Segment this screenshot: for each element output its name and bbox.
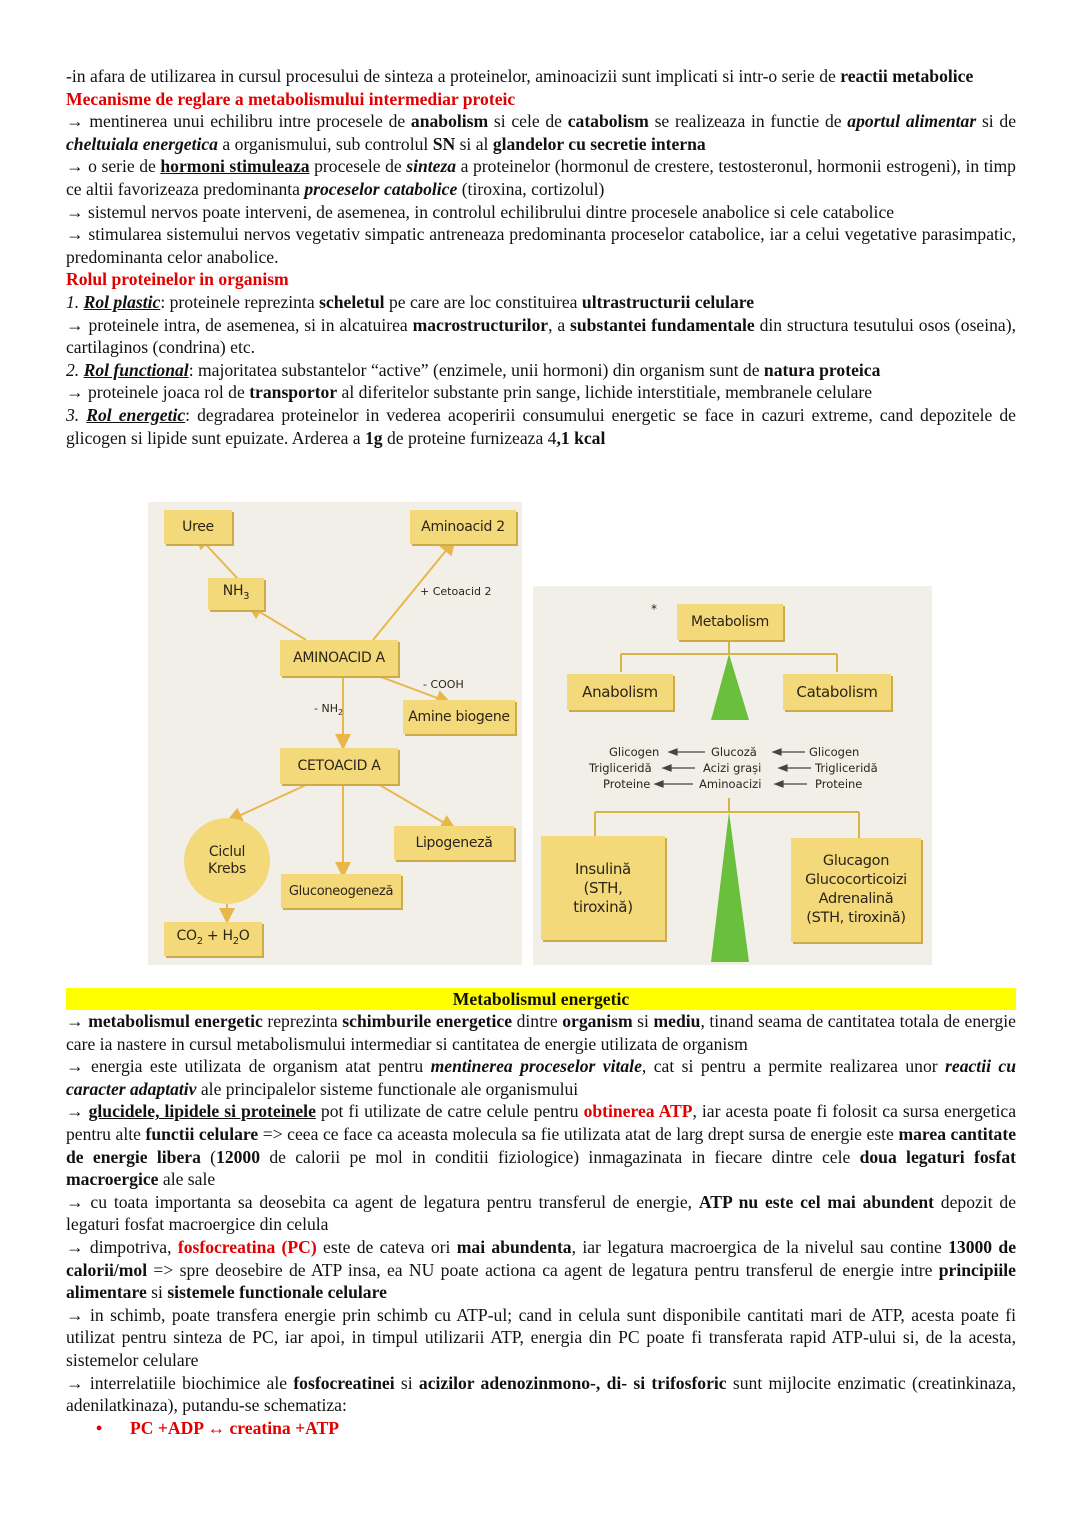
paragraph-simpatic: → stimularea sistemului nervos vegetativ simpatic antreneaza predominanta proceselor catabolice, iar a celui vegetative parasimpatic, predominanta celor anabolice. <box>66 224 1016 267</box>
node-nh3: $NH_3$ <box>208 578 264 610</box>
aminoacid-diagram <box>148 502 522 965</box>
role-plastic-detail: → proteinele intra, de asemenea, si in alcatuirea macrostructurilor, a substantei fundamentale din structura tesutului osos (oseina), cartilaginos (condrina) etc. <box>66 314 1016 358</box>
asterisk-mark: * <box>651 602 657 616</box>
paragraph-hormoni: → o serie de hormoni stimuleaza procesele de sinteza a proteinelor (hormonul de crestere, testosteronul, hormonii estrogeni), in timp ce altii favorizeaza predominanta proceselor catabolice (tiroxina, cortizolul) <box>66 156 1016 199</box>
heading-metabolismul-energetic: Metabolismul energetic <box>66 988 1016 1010</box>
node-aminoacid-a: AMINOACID A <box>280 640 398 676</box>
node-ciclul-krebs: Ciclul Krebs <box>184 818 270 904</box>
paragraph-transfer-pc: → in schimb, poate transfera energie prin schimb cu ATP-ul; cand in celula sunt disponibile cantitati mari de ATP, acesta poate fi utilizat pentru sinteza de PC, iar apoi, in timpul utilizarii ATP, energia din PC poate fi transferata rapid ATP-ului si, de la acesta, sistemelor celulare <box>66 1304 1016 1370</box>
paragraph-sistem-nervos: → sistemul nervos poate interveni, de asemenea, in controlul echilibrului dintre procesele anabolice si cele catabolice <box>66 201 895 222</box>
paragraph-fosfocreatina: → dimpotriva, fosfocreatina (PC) este de cateva ori mai abundenta, iar legatura macroergica de la nivelul sau contine 13000 de calorii/mol => spre deosebire de ATP insa, ea NU poate actiona ca agent de legatura pentru transferul de energie intre principiile alimentare si sistemele functionale celulare <box>66 1236 1017 1303</box>
label-nh2: - $NH_2$ <box>314 702 344 718</box>
node-lipogeneza: Lipogeneză <box>394 826 514 860</box>
node-co2-h2o: $CO_2 + H_2O$ <box>164 922 262 956</box>
paragraph-echilibru: → mentinerea unui echilibru intre procesele de anabolism si cele de catabolism se realizeaza in functie de aportul alimentar si de cheltuiala energetica a organismului, sub controlul SN si al glandelor cu secretie interna <box>66 111 1017 154</box>
lower-fulcrum-triangle <box>711 812 749 962</box>
reaction-text: PC +ADP ↔ creatina +ATP <box>130 1417 339 1438</box>
bullet-icon: • <box>96 1417 103 1438</box>
node-metabolism: Metabolism <box>677 604 783 640</box>
reaction-item <box>96 1417 1016 1440</box>
role-plastic: 1. Rol plastic: proteinele reprezinta scheletul pe care are loc constituirea ultrastructurii celulare <box>66 291 755 312</box>
node-catabolic-hormones: Glucagon Glucocorticoizi Adrenalină (STH, tiroxină) <box>791 838 921 942</box>
document-page-bottom <box>66 988 1016 1439</box>
node-gluconeogeneza: Gluconeogeneză <box>281 874 401 908</box>
node-anabolism: Anabolism <box>567 674 673 710</box>
paragraph-interrelatii: → interrelatiile biochimice ale fosfocreatinei si acizilor adenozinmono-, di- si trifosforic sunt mijlocite enzimatic (creatinkinaza, adenilatkinaza), putandu-se schematiza: <box>66 1372 1016 1416</box>
node-catabolism: Catabolism <box>783 674 891 710</box>
node-cetoacid-a: CETOACID A <box>280 748 398 784</box>
label-cetoacid-2: + Cetoacid 2 <box>420 585 492 598</box>
paragraph-atp-abundenta: → cu toata importanta sa deosebita ca agent de legatura pentru transferul de energie, ATP nu este cel mai abundent depozit de legaturi fosfat macroergice din celula <box>66 1191 1017 1235</box>
node-anabolic-hormones: Insulină (STH, tiroxină) <box>541 836 665 940</box>
heading-rolul-proteinelor: Rolul proteinelor in organism <box>66 269 289 290</box>
metabolism-balance-diagram: * Metabolism Anabolism Catabolism Glicogen Glucoză Glicogen Trigliceridă Acizi grași Trigliceridă Proteine Aminoacizi Proteine Insulină (STH, tiroxină) Glucagon Glucocorticoizi Adrenalină (STH, tiroxină) <box>533 586 932 965</box>
upper-fulcrum-triangle <box>711 654 749 720</box>
reaction-list <box>96 1417 1016 1440</box>
document-page-top <box>66 65 1016 449</box>
label-cooh: - COOH <box>423 678 464 691</box>
node-uree: Uree <box>164 510 232 544</box>
paragraph-utilizare-energie: → energia este utilizata de organism atat pentru mentinerea proceselor vitale, cat si pentru a permite realizarea unor reactii cu caracter adaptativ ale principalelor sisteme functionale ale organismului <box>66 1056 1016 1099</box>
heading-reglare: Mecanisme de reglare a metabolismului intermediar proteic <box>66 88 516 109</box>
role-functional-detail: → proteinele joaca rol de transportor al diferitelor substante prin sange, lichide interstitiale, membranele celulare <box>66 382 873 403</box>
node-amine-biogene: Amine biogene <box>403 700 515 734</box>
role-energetic: 3. Rol energetic: degradarea proteinelor in vederea acoperirii consumului energetic se face in cazuri extreme, cand depozitele de glicogen si lipide sunt epuizate. Arderea a 1g de proteine furnizeaza 4,1 kcal <box>66 404 1016 448</box>
paragraph-atp: → glucidele, lipidele si proteinele pot fi utilizate de catre celule pentru obtinerea ATP, iar acesta poate fi folosit ca sursa energetica pentru alte functii celulare => ceea ce face ca aceasta molecula sa fie utilizata atat de larg drept sursa de energie este marea cantitate de energie libera (12000 de calorii pe mol in conditii fiziologice) inmagazinata in fiecare dintre cele doua legaturi fosfat macroergice ale sale <box>66 1101 1017 1190</box>
paragraph-definitie: → metabolismul energetic reprezinta schimburile energetice dintre organism si mediu, tinand seama de cantitatea totala de energie care ia nastere in cursul metabolismului intermediar si cantitatea de energie utilizata de organism <box>66 1011 1016 1054</box>
intro-paragraph: -in afara de utilizarea in cursul procesului de sinteza a proteinelor, aminoacizii sunt implicati si intr-o serie de reactii metabolice <box>66 66 974 86</box>
role-functional: 2. Rol functional: majoritatea substantelor “active” (enzimele, unii hormoni) din organism sunt de natura proteica <box>66 359 881 380</box>
node-aminoacid-2: Aminoacid 2 <box>410 510 516 544</box>
